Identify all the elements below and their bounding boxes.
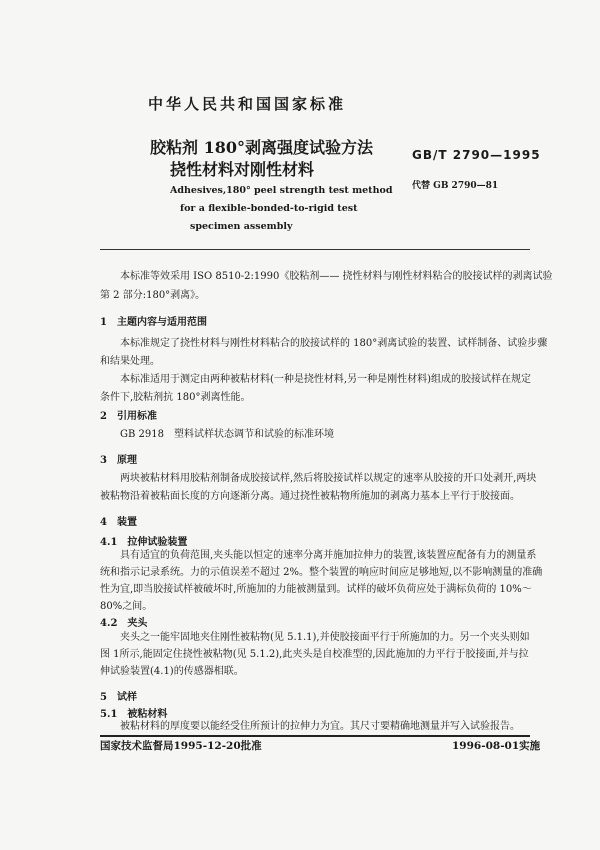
approval-date: 国家技术监督局1995-12-20批准 [100, 740, 262, 752]
paragraph-line: 夹头之一能牢固地夹住刚性被粘物(见 5.1.1),并使胶接面平行于所施加的力。另一个夹头则如 [120, 632, 530, 643]
title-english-line-2: for a flexible-bonded-to-rigid test [180, 203, 358, 214]
replaces-standard: 代替 GB 2790—81 [412, 181, 499, 191]
paragraph-line: 具有适宜的负荷范围,夹头能以恒定的速率分离并施加拉伸力的装置,该装置应配备有力的测量系 [120, 550, 537, 561]
intro-line: 第 2 部分:180°剥离》。 [100, 290, 206, 301]
section-5-heading: 5 试样 [100, 692, 137, 703]
implementation-date: 1996-08-01实施 [452, 740, 541, 752]
paragraph-line: 和结果处理。 [100, 356, 160, 367]
title-english-line-3: specimen assembly [190, 221, 293, 232]
paragraph-line: 被粘材料的厚度要以能经受住所预计的拉伸力为宜。其尺寸要精确地测量并写入试验报告。 [120, 721, 520, 732]
title-english-line-1: Adhesives,180° peel strength test method [170, 185, 393, 196]
paragraph-line: 性为宜,即当胶接试样被破坏时,所施加的力能被测量到。试样的破坏负荷应处于满标负荷的 10%～ [100, 584, 532, 595]
section-4-1-heading: 4.1 拉伸试验装置 [100, 537, 188, 548]
paragraph-line: 被粘物沿着被粘面长度的方向逐渐分离。通过挠性被粘物所施加的剥离力基本上平行于胶接面。 [100, 491, 520, 502]
paragraph-line: 80%之间。 [100, 601, 153, 612]
footer-divider [100, 735, 530, 737]
paragraph-line: 伸试验装置(4.1)的传感器相联。 [100, 666, 244, 677]
paragraph-line: 本标准规定了挠性材料与刚性材料粘合的胶接试样的 180°剥离试验的装置、试样制备、试验步骤 [120, 338, 548, 349]
paragraph-line: 两块被粘材料用胶粘剂制备成胶接试样,然后将胶接试样以规定的速率从胶接的开口处剥开,两块 [120, 473, 537, 484]
reference-standard: GB 2918 塑料试样状态调节和试验的标准环境 [120, 429, 334, 440]
section-1-heading: 1 主题内容与适用范围 [100, 317, 207, 328]
paragraph-line: 图 1所示,能固定住挠性被粘物(见 5.1.2),此夹头是自校准型的,因此施加的力平行于胶接面,并与拉 [100, 649, 529, 660]
section-2-heading: 2 引用标准 [100, 411, 157, 422]
issuing-organization: 中华人民共和国国家标准 [148, 95, 347, 113]
section-3-heading: 3 原理 [100, 455, 137, 466]
paragraph-line: 本标准适用于测定由两种被粘材料(一种是挠性材料,另一种是刚性材料)组成的胶接试样在规定 [120, 374, 531, 385]
title-chinese-line-2: 挠性材料对刚性材料 [170, 160, 315, 179]
title-chinese-line-1: 胶粘剂 180°剥离强度试验方法 [150, 138, 373, 157]
intro-line: 本标准等效采用 ISO 8510-2:1990《胶粘剂—— 挠性材料与刚性材料粘合的胶接试样的剥离试验 [120, 271, 553, 282]
section-5-1-heading: 5.1 被粘材料 [100, 709, 168, 720]
paragraph-line: 条件下,胶粘剂抗 180°剥离性能。 [100, 392, 251, 403]
section-4-2-heading: 4.2 夹头 [100, 618, 148, 629]
header-divider [100, 249, 530, 250]
paragraph-line: 统和指示记录系统。力的示值误差不超过 2%。整个装置的响应时间应足够地短,以不影响测量的准确 [100, 567, 543, 578]
section-4-heading: 4 装置 [100, 517, 137, 528]
standard-number: GB/T 2790—1995 [412, 148, 541, 162]
